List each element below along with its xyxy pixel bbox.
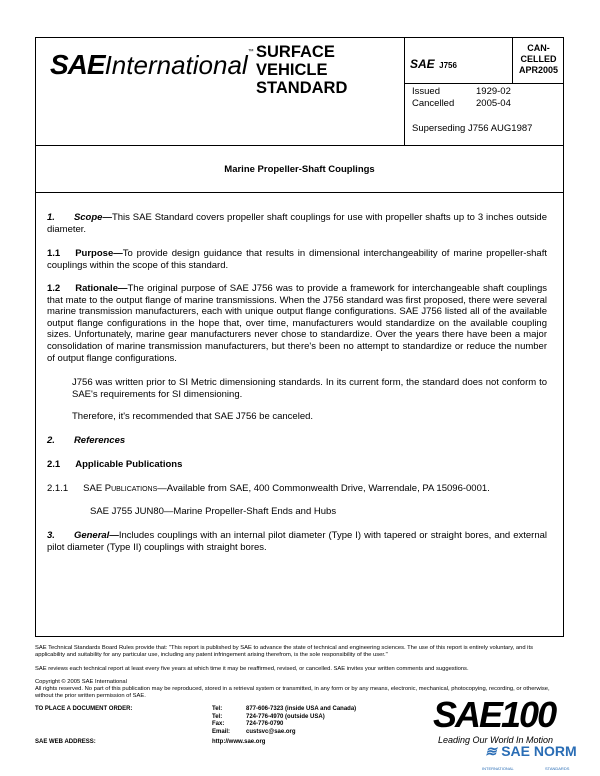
stamp-icon: ≋ [485,743,497,759]
cancelled-date: 2005-04 [476,98,511,109]
doc-number-text: J756 [439,61,457,70]
section-1-2: 1.2 Rationale—The original purpose of SAE J756 was to provide a framework for interchangeable shaft couplings that mate to the output flange of marine transmissions. When the J756 standard was first proposed, there were several marine transmission manufacturers, each with unique output flange configurations. SAE J756 listed all of the available output flange configurations in the hope that, over time, manufacturers would standardize on the available coupling sizes. Unfortunately, marine gear manufacturers never chose to standardize. Over the years there have been a major consolidation of marine transmission manufacturers, but there's been no attempt to standardize or reduce the number of output flange configurations. [47,283,547,364]
superseding: Superseding J756 AUG1987 [412,123,533,134]
sae100-logo-text: SAE100 [433,694,556,735]
section-1-2-para2: J756 was written prior to SI Metric dimensioning standards. In its current form, the standard does not conform to SAE's requirements for SI dimensioning. [72,377,547,400]
cancelled-label: Cancelled [412,98,455,109]
board-rules: SAE Technical Standards Board Rules provide that: "This report is published by SAE to advance the state of technical and engineering sciences. The use of this report is entirely voluntary, and its applicability and suitability for any particular use, including any patent infringement arising therefrom, is the sole responsibility of the user." [35,645,533,659]
web-label: SAE WEB ADDRESS: [35,739,96,745]
standard-type: SURFACE VEHICLE STANDARD [256,43,348,97]
phone-usa[interactable]: 877-606-7323 (inside USA and Canada) [246,706,357,712]
sae-international-logo [50,49,254,81]
contact-values [246,706,356,736]
copyright: Copyright © 2005 SAE International [35,679,127,685]
header-divider [35,145,564,146]
sae-norm-stamp [485,743,577,761]
web-link[interactable]: http://www.sae.org [212,739,266,745]
page-title: Marine Propeller-Shaft Couplings [224,164,375,175]
sae100-logo [433,694,563,736]
reference-j755: SAE J755 JUN80—Marine Propeller-Shaft Ends and Hubs [90,506,337,517]
section-2-1-1: 2.1.1 SAE Publications—Available from SAE, 400 Commonwealth Drive, Warrendale, PA 15096-0001. [47,483,490,494]
section-2-1: 2.1 Applicable Publications [47,459,183,470]
title-divider [35,192,564,193]
stamp-sub-2: STANDARDS [545,766,570,771]
section-1-2-para3: Therefore, it's recommended that SAE J756 be canceled. [72,411,314,422]
section-1: 1. Scope—This SAE Standard covers propeller shaft couplings for use with propeller shafts up to 3 inches outside diameter. [47,212,547,235]
section-1-1: 1.1 Purpose—To provide design guidance that results in dimensional interchangeability of marine propeller-shaft couplings within the scope of this standard. [47,248,547,271]
stamp-sub-1: INTERNATIONAL [482,766,514,771]
cancelled-status: CAN- CELLED APR2005 [518,43,559,75]
logo-international-text: International [104,50,248,80]
issued-row: Issued [412,86,440,97]
section-3: 3. General—Includes couplings with an internal pilot diameter (Type I) with tapered or straight bores, and external pilot diameter (Type II) couplings with straight bores. [47,530,547,553]
phone-outside[interactable]: 724-776-4970 (outside USA) [246,713,325,720]
issued-date: 1929-02 [476,86,511,97]
review-notice: SAE reviews each technical report at least every five years at which time it may be reaffirmed, revised, or cancelled. SAE invites your written comments and suggestions. [35,666,469,672]
docnum-divider [404,83,564,84]
email-link[interactable]: custsvc@sae.org [246,728,296,735]
trademark-symbol: ™ [247,49,254,55]
section-2: 2. References [47,435,126,446]
fax-number: 724-776-0790 [246,721,284,727]
tagline: Leading Our World In Motion [438,735,554,745]
contact-labels: Tel: Tel: Fax: Email: [212,706,231,735]
rights-notice: All rights reserved. No part of this publication may be reproduced, stored in a retrieval system or transmitted, in any form or by any means, electronic, mechanical, photocopying, recording, or otherwise, without the prior written permission of SAE. [35,686,550,700]
stamp-text: SAE NORM [501,743,577,759]
doc-sae-logo: SAE [410,57,435,71]
doc-number [410,55,457,73]
order-label: TO PLACE A DOCUMENT ORDER: [35,706,133,712]
header-vdivider [404,37,405,145]
logo-sae-text: SAE [50,49,105,80]
